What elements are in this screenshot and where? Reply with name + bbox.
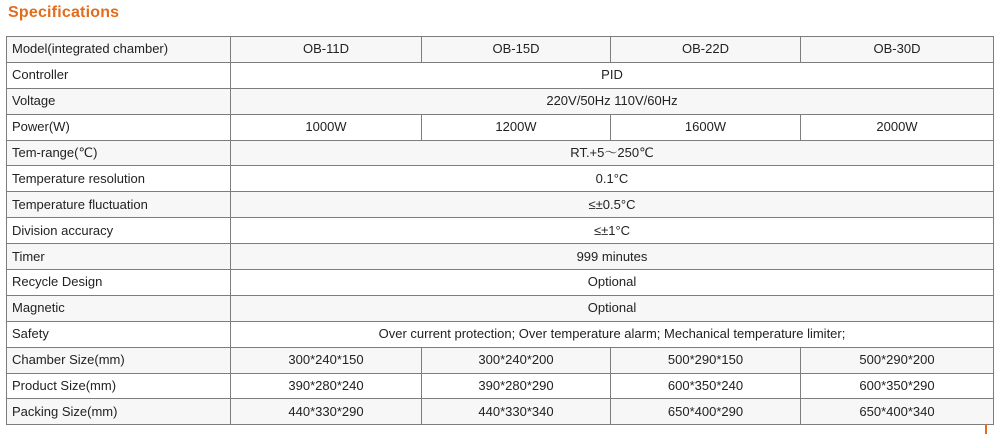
table-row-power xyxy=(7,114,994,140)
row-label: Timer xyxy=(7,244,231,270)
table-row-product-size xyxy=(7,373,994,399)
model-cell: OB-30D xyxy=(801,37,994,63)
row-value: 600*350*240 xyxy=(611,373,801,399)
row-value: 600*350*290 xyxy=(801,373,994,399)
specifications-table xyxy=(6,36,994,425)
row-label: Chamber Size(mm) xyxy=(7,347,231,373)
row-label: Product Size(mm) xyxy=(7,373,231,399)
row-value: Over current protection; Over temperature alarm; Mechanical temperature limiter; xyxy=(231,321,994,347)
row-label: Tem-range(℃) xyxy=(7,140,231,166)
row-value: 999 minutes xyxy=(231,244,994,270)
table-row-packing-size xyxy=(7,399,994,425)
row-value: 390*280*240 xyxy=(231,373,422,399)
table-row-magnetic xyxy=(7,295,994,321)
row-value: 390*280*290 xyxy=(422,373,611,399)
row-label: Model(integrated chamber) xyxy=(7,37,231,63)
row-label: Power(W) xyxy=(7,114,231,140)
table-row-chamber-size xyxy=(7,347,994,373)
row-value: 2000W xyxy=(801,114,994,140)
row-label: Temperature resolution xyxy=(7,166,231,192)
row-value: ≤±0.5°C xyxy=(231,192,994,218)
row-label: Magnetic xyxy=(7,295,231,321)
row-value: 220V/50Hz 110V/60Hz xyxy=(231,88,994,114)
row-value: RT.+5～250℃ xyxy=(231,140,994,166)
row-label: Packing Size(mm) xyxy=(7,399,231,425)
row-label: Division accuracy xyxy=(7,218,231,244)
row-value: 500*290*200 xyxy=(801,347,994,373)
row-value: 650*400*340 xyxy=(801,399,994,425)
row-value: 650*400*290 xyxy=(611,399,801,425)
row-value: ≤±1°C xyxy=(231,218,994,244)
page-title: Specifications xyxy=(8,4,120,21)
row-label: Controller xyxy=(7,62,231,88)
row-label: Safety xyxy=(7,321,231,347)
row-value: 500*290*150 xyxy=(611,347,801,373)
row-value: PID xyxy=(231,62,994,88)
table-row-controller xyxy=(7,62,994,88)
model-cell: OB-11D xyxy=(231,37,422,63)
row-value: 300*240*200 xyxy=(422,347,611,373)
table-row-model xyxy=(7,37,994,63)
table-row-recycle-design xyxy=(7,270,994,296)
row-value: 1600W xyxy=(611,114,801,140)
row-label: Voltage xyxy=(7,88,231,114)
table-row-temperature-resolution xyxy=(7,166,994,192)
row-value: 1200W xyxy=(422,114,611,140)
row-value: Optional xyxy=(231,270,994,296)
table-row-temperature-fluctuation xyxy=(7,192,994,218)
row-value: 440*330*340 xyxy=(422,399,611,425)
row-label: Recycle Design xyxy=(7,270,231,296)
row-value: 300*240*150 xyxy=(231,347,422,373)
model-cell: OB-22D xyxy=(611,37,801,63)
table-row-division-accuracy xyxy=(7,218,994,244)
row-value: 0.1°C xyxy=(231,166,994,192)
table-row-voltage xyxy=(7,88,994,114)
row-value: 1000W xyxy=(231,114,422,140)
table-row-safety xyxy=(7,321,994,347)
table-row-tem-range xyxy=(7,140,994,166)
orange-edge-marker xyxy=(985,424,987,434)
model-cell: OB-15D xyxy=(422,37,611,63)
table-row-timer xyxy=(7,244,994,270)
row-value: 440*330*290 xyxy=(231,399,422,425)
row-label: Temperature fluctuation xyxy=(7,192,231,218)
row-value: Optional xyxy=(231,295,994,321)
